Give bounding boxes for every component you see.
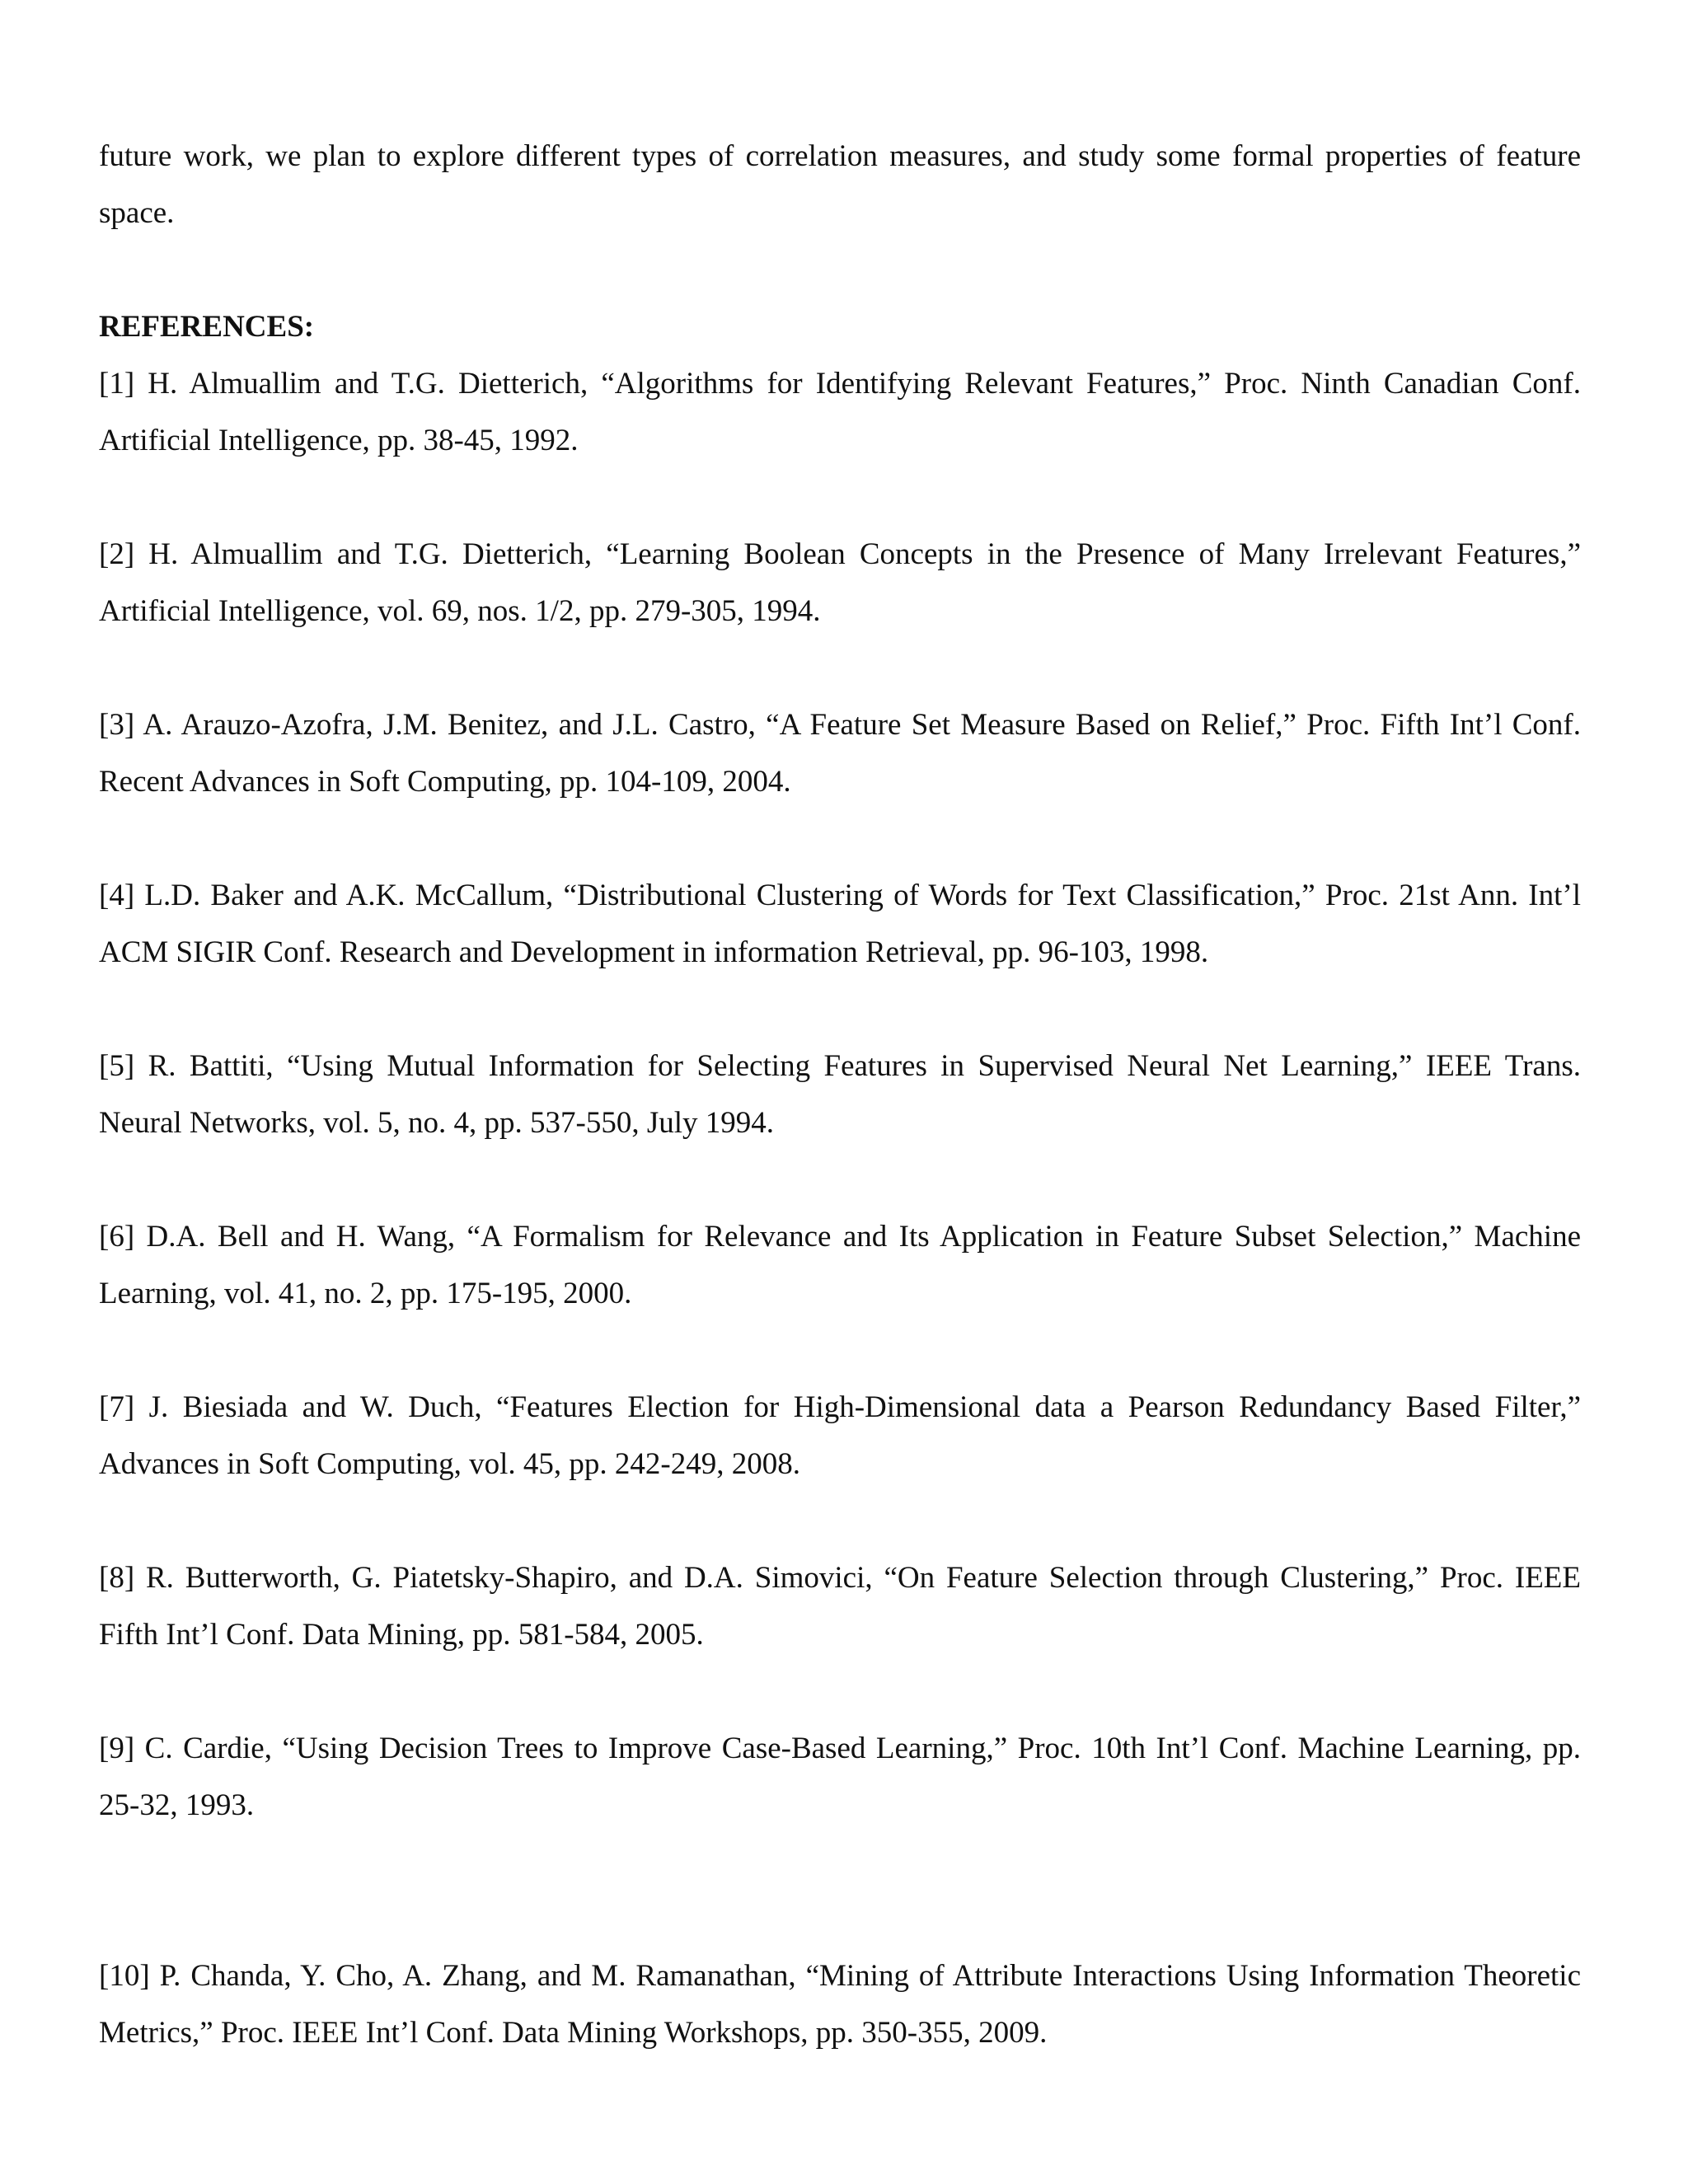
document-page bbox=[99, 128, 1581, 2118]
reference-7: [7] J. Biesiada and W. Duch, “Features Election for High-Dimensional data a Pearson Redundancy Based Filter,” Advances in Soft Computing, vol. 45, pp. 242-249, 2008. bbox=[99, 1390, 1581, 1481]
reference-1: [1] H. Almuallim and T.G. Dietterich, “Algorithms for Identifying Relevant Features,” Proc. Ninth Canadian Conf. Artificial Intelligence, pp. 38-45, 1992. bbox=[99, 367, 1581, 457]
reference-10: [10] P. Chanda, Y. Cho, A. Zhang, and M. Ramanathan, “Mining of Attribute Interactions Using Information Theoretic Metrics,” Proc. IEEE Int’l Conf. Data Mining Workshops, pp. 350-355, 2009. bbox=[99, 1959, 1581, 2050]
references-heading: REFERENCES: bbox=[99, 310, 315, 344]
reference-8: [8] R. Butterworth, G. Piatetsky-Shapiro, and D.A. Simovici, “On Feature Selection through Clustering,” Proc. IEEE Fifth Int’l Conf. Data Mining, pp. 581-584, 2005. bbox=[99, 1561, 1581, 1652]
reference-5: [5] R. Battiti, “Using Mutual Information for Selecting Features in Supervised Neural Net Learning,” IEEE Trans. Neural Networks, vol. 5, no. 4, pp. 537-550, July 1994. bbox=[99, 1049, 1581, 1140]
reference-6: [6] D.A. Bell and H. Wang, “A Formalism for Relevance and Its Application in Feature Subset Selection,” Machine Learning, vol. 41, no. 2, pp. 175-195, 2000. bbox=[99, 1220, 1581, 1310]
references-list bbox=[99, 355, 1581, 2061]
intro-paragraph: future work, we plan to explore different types of correlation measures, and study some formal properties of feature space. bbox=[99, 139, 1581, 230]
reference-2: [2] H. Almuallim and T.G. Dietterich, “Learning Boolean Concepts in the Presence of Many Irrelevant Features,” Artificial Intelligence, vol. 69, nos. 1/2, pp. 279-305, 1994. bbox=[99, 537, 1581, 628]
reference-4: [4] L.D. Baker and A.K. McCallum, “Distributional Clustering of Words for Text Classification,” Proc. 21st Ann. Int’l ACM SIGIR Conf. Research and Development in information Retrieval, pp. 96-103, 1998. bbox=[99, 879, 1581, 969]
reference-3: [3] A. Arauzo-Azofra, J.M. Benitez, and J.L. Castro, “A Feature Set Measure Based on Relief,” Proc. Fifth Int’l Conf. Recent Advances in Soft Computing, pp. 104-109, 2004. bbox=[99, 708, 1581, 799]
reference-9: [9] C. Cardie, “Using Decision Trees to Improve Case-Based Learning,” Proc. 10th Int’l Conf. Machine Learning, pp. 25-32, 1993. bbox=[99, 1732, 1581, 1822]
